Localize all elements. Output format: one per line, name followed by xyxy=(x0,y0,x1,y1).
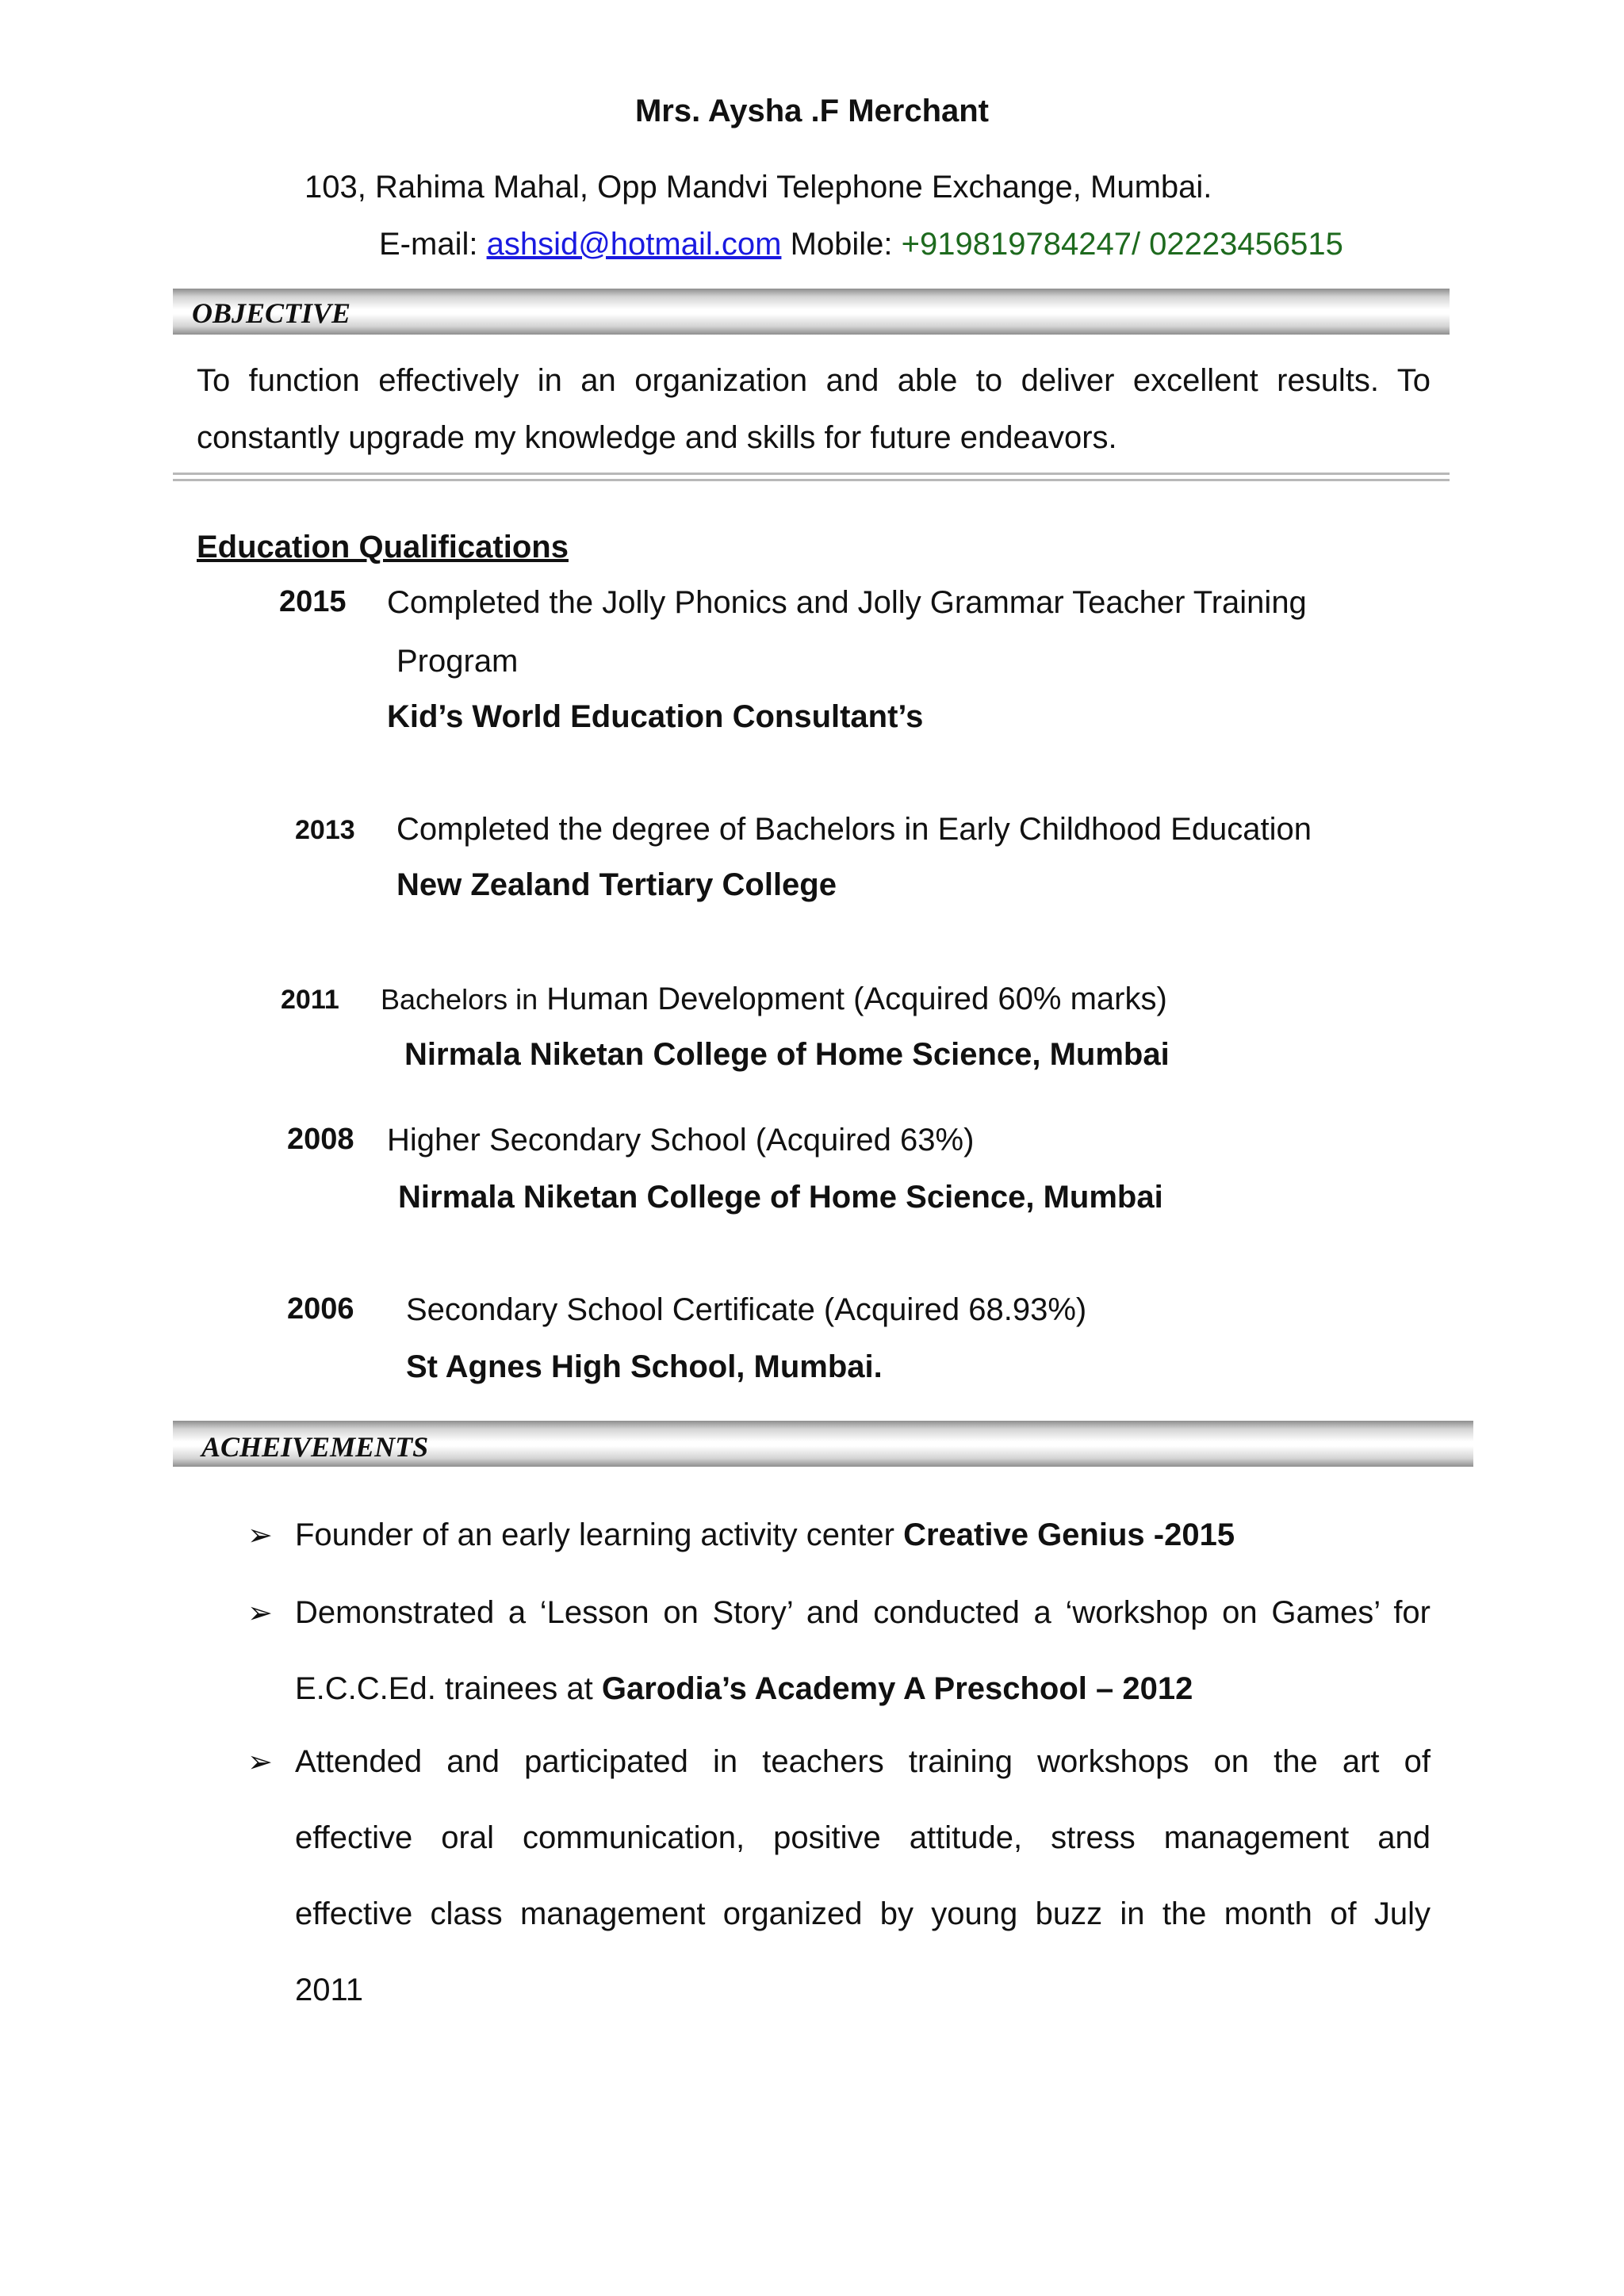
email-link[interactable]: ashsid@hotmail.com xyxy=(486,227,782,262)
achievement-line xyxy=(295,1497,1431,1573)
divider-line xyxy=(173,479,1450,481)
achievement-line: 2011 xyxy=(295,1973,364,2007)
email-label: E-mail: xyxy=(379,227,478,262)
achievement-line: Attended and participated in teachers training workshops on the art of xyxy=(295,1744,1431,1779)
achievement-text: Founder of an early learning activity center xyxy=(295,1517,904,1552)
edu-institution: St Agnes High School, Mumbai. xyxy=(406,1349,883,1384)
achievement-line: effective class management organized by young buzz in the month of July xyxy=(295,1896,1431,1931)
education-title: Education Qualifications xyxy=(197,530,569,564)
contact-line xyxy=(379,227,1343,262)
candidate-name: Mrs. Aysha .F Merchant xyxy=(634,94,990,128)
mobile-label: Mobile: xyxy=(790,227,893,262)
edu-institution: Kid’s World Education Consultant’s xyxy=(387,699,924,734)
achievement-line xyxy=(295,1651,1431,1727)
edu-institution: Nirmala Niketan College of Home Science, Mumbai xyxy=(398,1180,1163,1215)
edu-year: 2011 xyxy=(281,985,339,1015)
achievements-title: ACHEIVEMENTS xyxy=(201,1431,429,1463)
bullet-arrow-icon: ➢ xyxy=(247,1597,273,1630)
achievements-header-bar xyxy=(173,1421,1473,1467)
objective-header-bar xyxy=(173,289,1450,335)
edu-year: 2006 xyxy=(287,1292,354,1326)
bullet-arrow-icon: ➢ xyxy=(247,1519,273,1552)
objective-title: OBJECTIVE xyxy=(192,297,351,329)
edu-year: 2015 xyxy=(279,585,347,618)
edu-text: Secondary School Certificate (Acquired 68.93%) xyxy=(406,1292,1087,1327)
achievement-line: effective oral communication, positive attitude, stress management and xyxy=(295,1820,1431,1855)
edu-year: 2008 xyxy=(287,1123,354,1156)
objective-text xyxy=(197,352,1431,466)
divider-line xyxy=(173,473,1450,475)
achievement-item xyxy=(295,1724,1431,2028)
edu-text-cont: Program xyxy=(396,644,519,679)
edu-institution: Nirmala Niketan College of Home Science, Mumbai xyxy=(404,1037,1170,1072)
edu-text-main: Human Development (Acquired 60% marks) xyxy=(546,982,1167,1016)
achievement-bold: Garodia’s Academy A Preschool – 2012 xyxy=(601,1671,1193,1706)
objective-line-2: constantly upgrade my knowledge and skills for future endeavors. xyxy=(197,420,1117,455)
edu-text: Higher Secondary School (Acquired 63%) xyxy=(387,1123,975,1158)
edu-text: Completed the Jolly Phonics and Jolly Grammar Teacher Training xyxy=(387,585,1307,620)
address: 103, Rahima Mahal, Opp Mandvi Telephone Exchange, Mumbai. xyxy=(304,170,1212,205)
mobile-number: +919819784247/ 02223456515 xyxy=(901,227,1343,262)
objective-line-1: To function effectively in an organization and able to deliver excellent results. To xyxy=(197,363,1431,398)
achievement-item xyxy=(295,1575,1431,1727)
achievement-item xyxy=(295,1497,1431,1573)
achievement-bold: Creative Genius -2015 xyxy=(903,1517,1235,1552)
bullet-arrow-icon: ➢ xyxy=(247,1746,273,1779)
edu-institution: New Zealand Tertiary College xyxy=(396,867,837,902)
edu-text xyxy=(381,982,1167,1017)
achievement-line: Demonstrated a ‘Lesson on Story’ and conducted a ‘workshop on Games’ for xyxy=(295,1595,1431,1630)
edu-year: 2013 xyxy=(295,815,355,845)
edu-text: Completed the degree of Bachelors in Early Childhood Education xyxy=(396,812,1312,847)
achievement-text: E.C.C.Ed. trainees at xyxy=(295,1671,602,1706)
edu-text-small: Bachelors in xyxy=(381,983,538,1016)
